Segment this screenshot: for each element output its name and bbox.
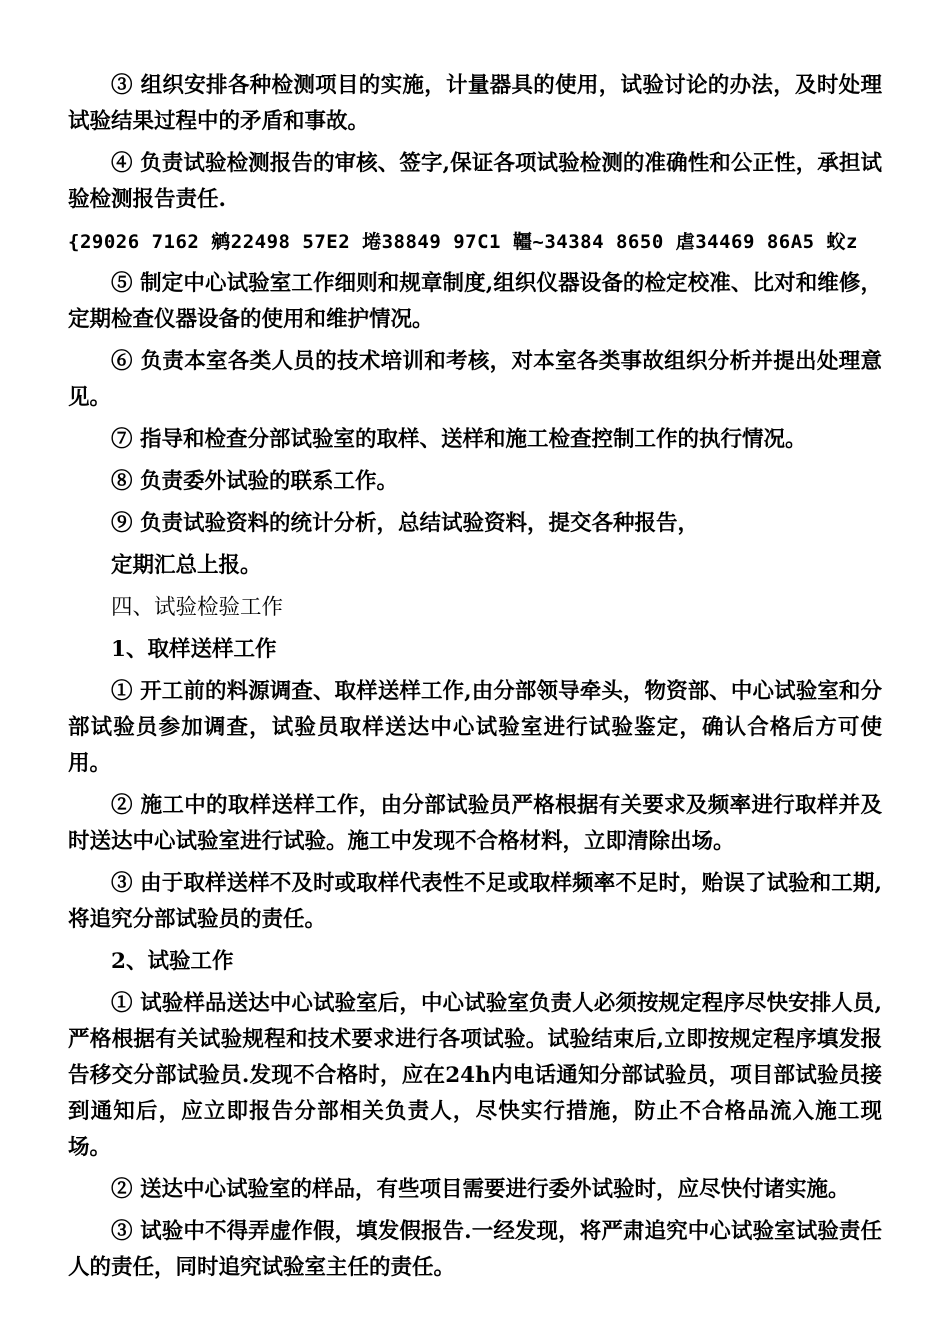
paragraph-9-continuation: 定期汇总上报。 xyxy=(111,553,262,578)
paragraph-9-statistics: ⑨ 负责试验资料的统计分析，总结试验资料，提交各种报告， xyxy=(111,511,699,536)
paragraph-3-organize-tests: ③ 组织安排各种检测项目的实施，计量器具的使用，试验讨论的办法，及时处理试验结果过程中的矛盾和事故。 xyxy=(68,73,882,134)
testing-item-1: ① 试验样品送达中心试验室后，中心试验室负责人必须按规定程序尽快安排人员,严格根据有关试验规程和技术要求进行各项试验。试验结束后,立即按规定程序填发报告移交分部试验员.发现不合格时，应在24h内电话通知分部试验员，项目部试验员接到通知后，应立即报告分部相关负责人，尽快实行措施，防止不合格品流入施工现场。 xyxy=(68,991,882,1160)
garbled-encoding-line: {29026 7162 鹓22498 57E2 埢38849 97C1 韁~34384 8650 虐34469 86A5 蚥z xyxy=(68,231,858,253)
subsection-heading-testing: 2、试验工作 xyxy=(111,949,234,974)
paragraph-7-guide-branch-labs: ⑦ 指导和检查分部试验室的取样、送样和施工检查控制工作的执行情况。 xyxy=(111,427,807,452)
sampling-item-2: ② 施工中的取样送样工作，由分部试验员严格根据有关要求及频率进行取样并及时送达中心试验室进行试验。施工中发现不合格材料，立即清除出场。 xyxy=(68,793,882,854)
testing-item-3: ③ 试验中不得弄虚作假，填发假报告.一经发现，将严肃追究中心试验室试验责任人的责任，同时追究试验室主任的责任。 xyxy=(68,1219,882,1280)
section-heading-4: 四、试验检验工作 xyxy=(111,595,284,620)
subsection-heading-sampling: 1、取样送样工作 xyxy=(111,637,277,662)
sampling-item-3: ③ 由于取样送样不及时或取样代表性不足或取样频率不足时，贻误了试验和工期,将追究分部试验员的责任。 xyxy=(68,871,882,932)
sampling-item-1: ① 开工前的料源调查、取样送样工作,由分部领导牵头，物资部、中心试验室和分部试验员参加调查，试验员取样送达中心试验室进行试验鉴定，确认合格后方可使用。 xyxy=(68,679,882,776)
paragraph-6-training: ⑥ 负责本室各类人员的技术培训和考核，对本室各类事故组织分析并提出处理意见。 xyxy=(68,349,882,410)
testing-item-2: ② 送达中心试验室的样品，有些项目需要进行委外试验时，应尽快付诸实施。 xyxy=(111,1177,850,1202)
paragraph-4-report-review: ④ 负责试验检测报告的审核、签字,保证各项试验检测的准确性和公正性，承担试验检测报告责任. xyxy=(68,151,882,212)
paragraph-8-outsourced-tests: ⑧ 负责委外试验的联系工作。 xyxy=(111,469,398,494)
paragraph-5-rules-and-equipment: ⑤ 制定中心试验室工作细则和规章制度,组织仪器设备的检定校准、比对和维修，定期检查仪器设备的使用和维护情况。 xyxy=(68,271,882,332)
